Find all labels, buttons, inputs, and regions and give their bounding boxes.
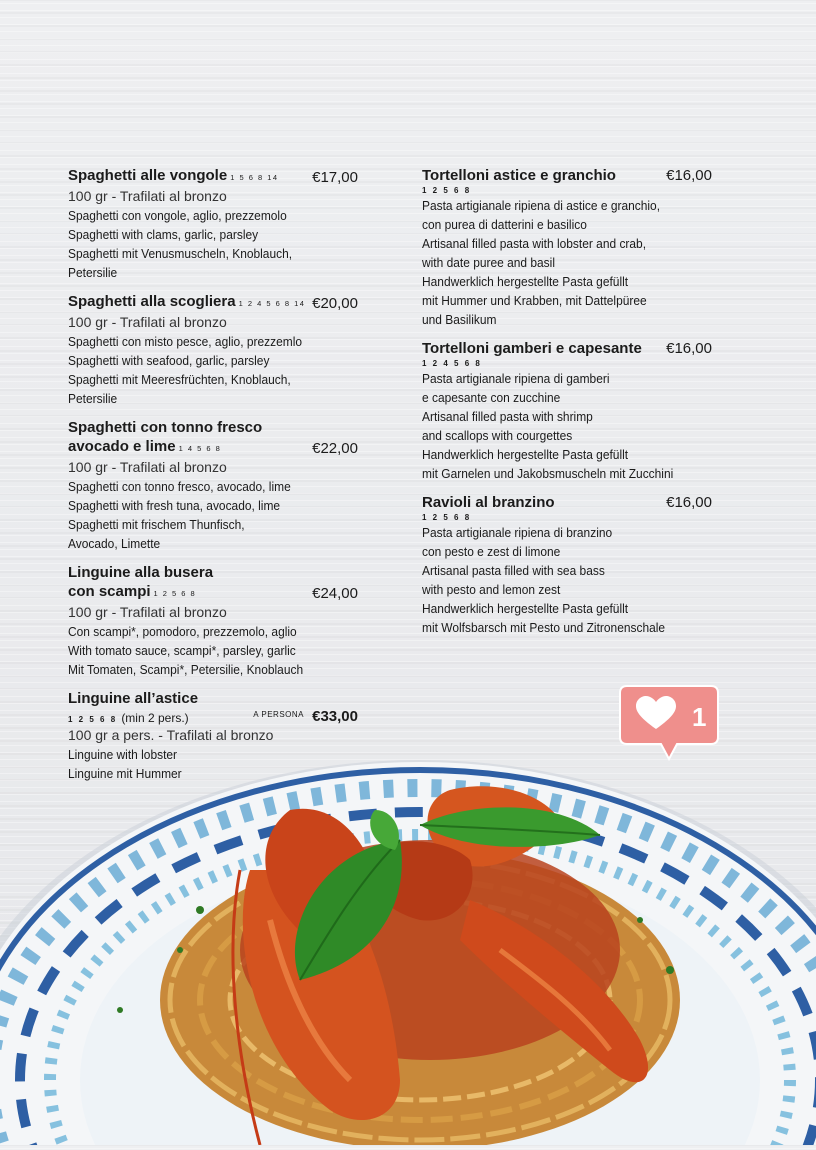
per-person-label: A PERSONA <box>253 710 304 719</box>
allergen-codes: 1 5 6 8 14 <box>230 173 279 182</box>
dish-desc-line: con pesto e zest di limone <box>422 544 561 559</box>
allergen-codes: 1 2 5 6 8 <box>68 715 118 724</box>
dish-header <box>422 339 712 358</box>
dish-name: Tortelloni astice e granchio <box>422 167 616 184</box>
dish-desc-line: with date puree and basil <box>422 255 555 270</box>
dish-desc-line: Spaghetti with fresh tuna, avocado, lime <box>68 498 281 513</box>
dish-desc-line: mit Hummer und Krabben, mit Dattelpüree <box>422 293 647 308</box>
dish-name-line-1: Linguine alla busera <box>68 564 214 581</box>
dish-desc-line: Pasta artigianale ripiena di gamberi <box>422 371 610 386</box>
dish-desc-line: Pasta artigianale ripiena di astice e granchio, <box>422 198 661 213</box>
dish-header <box>422 166 712 185</box>
dish-price: €17,00 <box>312 169 358 186</box>
dish-name: Spaghetti alle vongole <box>68 167 228 184</box>
dish-desc-line: Artisanal pasta filled with sea bass <box>422 563 605 578</box>
dish-price: €24,00 <box>312 585 358 602</box>
dish-desc-line: Spaghetti mit Meeresfrüchten, Knoblauch, <box>68 372 291 387</box>
dish-desc-line: Linguine mit Hummer <box>68 766 182 781</box>
dish-desc-line: mit Garnelen und Jakobsmuscheln mit Zucchini <box>422 466 674 481</box>
dish-name: Ravioli al branzino <box>422 494 555 511</box>
dish-header <box>68 437 358 458</box>
allergen-codes: 1 2 4 5 6 8 <box>422 359 482 368</box>
dish-price: €22,00 <box>312 440 358 457</box>
menu-column-left <box>68 166 358 793</box>
dish-subtitle: 100 gr - Trafilati al bronzo <box>68 459 227 475</box>
dish-desc-line: Petersilie <box>68 265 118 280</box>
dish-desc-line: Spaghetti with seafood, garlic, parsley <box>68 353 270 368</box>
menu-column-right <box>422 166 712 647</box>
dish-desc-line: Handwerklich hergestellte Pasta gefüllt <box>422 601 629 616</box>
dish-photo <box>0 750 816 1145</box>
dish-desc-line: mit Wolfsbarsch mit Pesto und Zitronenschale <box>422 620 666 635</box>
dish-desc-line: Artisanal filled pasta with shrimp <box>422 409 593 424</box>
dish-name-line-1: Spaghetti con tonno fresco <box>68 419 263 436</box>
dish-desc-line: Spaghetti con vongole, aglio, prezzemolo <box>68 208 287 223</box>
dish-desc-line: con purea di datterini e basilico <box>422 217 587 232</box>
min-persons: (min 2 pers.) <box>121 711 189 725</box>
dish-desc-line: Mit Tomaten, Scampi*, Petersilie, Knoblauch <box>68 662 304 677</box>
dish-header <box>68 166 358 187</box>
dish-name: Linguine all’astice <box>68 690 199 707</box>
dish-name: Tortelloni gamberi e capesante <box>422 340 642 357</box>
dish-name-line-2: con scampi <box>68 583 151 600</box>
dish-desc-line: with pesto and lemon zest <box>422 582 561 597</box>
dish-header <box>422 493 712 512</box>
dish-price: €16,00 <box>666 167 712 184</box>
menu-item <box>68 166 358 282</box>
menu-item <box>68 418 358 553</box>
dish-desc-line: Spaghetti con misto pesce, aglio, prezzemlo <box>68 334 303 349</box>
dish-desc-line: Petersilie <box>68 391 118 406</box>
allergen-codes: 1 2 5 6 8 <box>422 186 472 195</box>
dish-price: €33,00 <box>312 708 358 725</box>
dish-desc-line: Spaghetti mit frischem Thunfisch, <box>68 517 245 532</box>
dish-desc-line: and scallops with courgettes <box>422 428 573 443</box>
dish-desc-line: Pasta artigianale ripiena di branzino <box>422 525 613 540</box>
dish-desc-line: Spaghetti con tonno fresco, avocado, lime <box>68 479 291 494</box>
allergen-codes: 1 2 5 6 8 <box>422 513 472 522</box>
dish-desc-line: e capesante con zucchine <box>422 390 561 405</box>
dish-desc-line: Con scampi*, pomodoro, prezzemolo, aglio <box>68 624 297 639</box>
menu-item <box>68 292 358 408</box>
menu-item <box>422 339 712 483</box>
like-count: 1 <box>692 702 707 732</box>
allergen-codes: 1 2 4 5 6 8 14 <box>238 299 306 308</box>
dish-price: €16,00 <box>666 340 712 357</box>
dish-desc-line: With tomato sauce, scampi*, parsley, garlic <box>68 643 296 658</box>
dish-name-line-2: avocado e lime <box>68 438 176 455</box>
dish-header <box>68 292 358 313</box>
dish-desc-line: Handwerklich hergestellte Pasta gefüllt <box>422 274 629 289</box>
dish-subtitle: 100 gr - Trafilati al bronzo <box>68 188 227 204</box>
dish-desc-line: Avocado, Limette <box>68 536 161 551</box>
dish-subtitle: 100 gr - Trafilati al bronzo <box>68 314 227 330</box>
dish-desc-line: Spaghetti with clams, garlic, parsley <box>68 227 259 242</box>
dish-desc-line: Artisanal filled pasta with lobster and crab, <box>422 236 647 251</box>
dish-desc-line: Linguine with lobster <box>68 747 178 762</box>
menu-item <box>422 493 712 637</box>
dish-desc-line: und Basilikum <box>422 312 497 327</box>
dish-name: Spaghetti alla scogliera <box>68 293 236 310</box>
lobster-linguine-plate <box>0 750 816 1145</box>
dish-desc-line: Handwerklich hergestellte Pasta gefüllt <box>422 447 629 462</box>
dish-desc-line: Spaghetti mit Venusmuscheln, Knoblauch, <box>68 246 293 261</box>
dish-header <box>68 708 358 726</box>
dish-header <box>68 582 358 603</box>
dish-price: €16,00 <box>666 494 712 511</box>
dish-subtitle: 100 gr - Trafilati al bronzo <box>68 604 227 620</box>
menu-item <box>68 563 358 679</box>
dish-subtitle: 100 gr a pers. - Trafilati al bronzo <box>68 727 274 743</box>
menu-item <box>422 166 712 329</box>
allergen-codes: 1 2 5 6 8 <box>153 589 197 598</box>
dish-price: €20,00 <box>312 295 358 312</box>
allergen-codes: 1 4 5 6 8 <box>178 444 222 453</box>
